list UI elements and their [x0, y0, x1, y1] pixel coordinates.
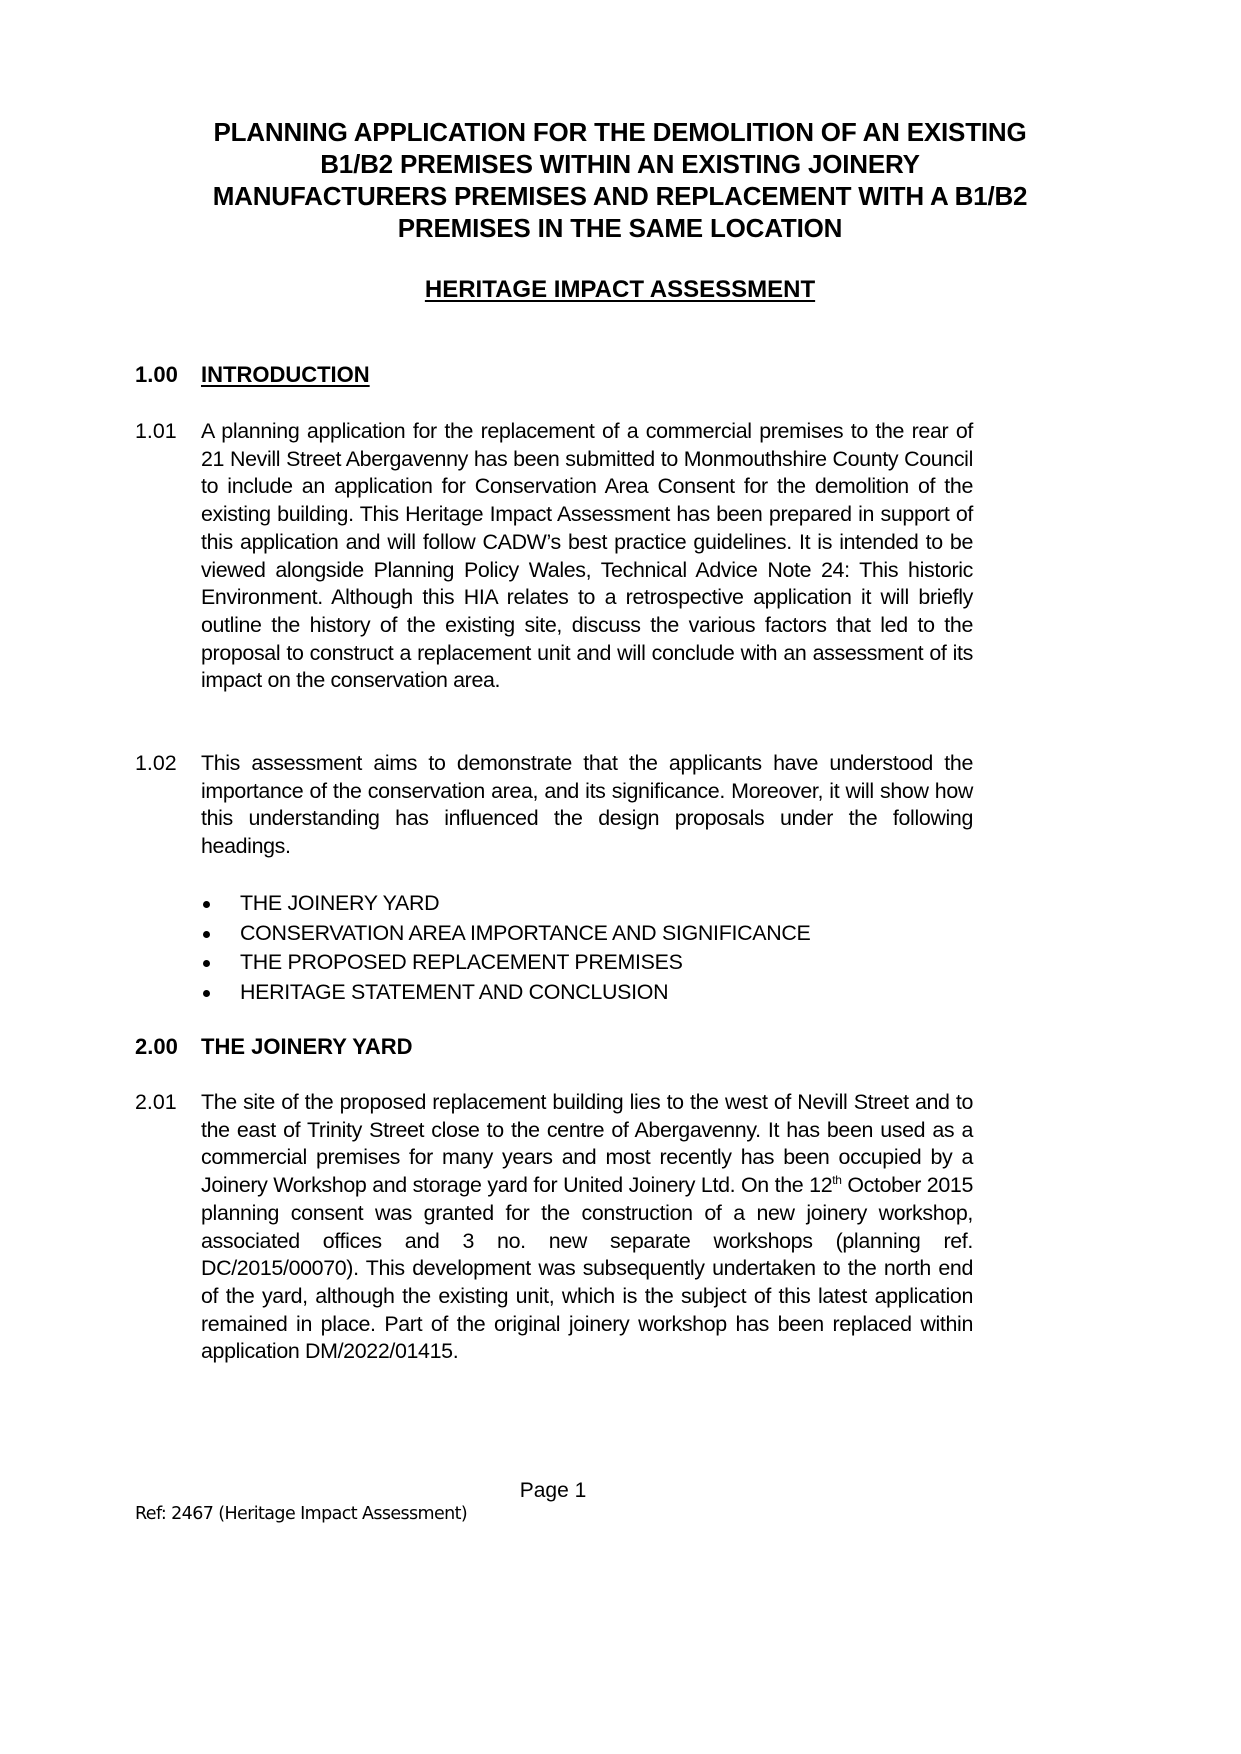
- section-title: INTRODUCTION: [201, 362, 370, 387]
- section-number: 2.00: [135, 1034, 178, 1059]
- title-line: MANUFACTURERS PREMISES AND REPLACEMENT WITH A B1/B2: [212, 181, 1028, 211]
- paragraph-text: [201, 1089, 973, 1366]
- paragraph-text-part: October 2015 planning consent was granted for the construction of a new joinery workshop, associated offices and 3 no. new separate workshops (planning ref. DC/2015/00070). This development was subsequently undertaken to the north end of the yard, although the existing unit, which is the subject of this latest application remained in place. Part of the original joinery workshop has been replaced within application DM/2022/01415.: [201, 1173, 973, 1364]
- paragraph-number: 1.01: [135, 419, 177, 443]
- bullet-text: THE PROPOSED REPLACEMENT PREMISES: [240, 950, 683, 974]
- paragraph-number: 2.01: [135, 1090, 177, 1114]
- bullet-icon: [203, 960, 210, 967]
- section-number: 1.00: [135, 362, 178, 387]
- bullet-text: THE JOINERY YARD: [240, 891, 440, 915]
- bullet-icon: [203, 931, 210, 938]
- bullet-item: [135, 978, 973, 1008]
- page-number: Page 1: [519, 1479, 587, 1502]
- section-title: THE JOINERY YARD: [201, 1034, 413, 1059]
- title-line: B1/B2 PREMISES WITHIN AN EXISTING JOINERY: [320, 149, 920, 179]
- bullet-icon: [203, 901, 210, 908]
- bullet-icon: [203, 990, 210, 997]
- document-subtitle: [135, 275, 1105, 305]
- document-title: [135, 116, 1105, 244]
- title-line: PREMISES IN THE SAME LOCATION: [397, 213, 843, 243]
- bullet-item: [135, 919, 973, 949]
- bullet-item: [135, 889, 973, 919]
- footer-reference: Ref: 2467 (Heritage Impact Assessment): [135, 1504, 468, 1524]
- paragraph-text-part: The site of the proposed replacement building lies to the west of Nevill Street and to the east of Trinity Street close to the centre of Abergavenny. It has been used as a commercial premises for many years and most recently has been occupied by a Joinery Workshop and storage yard for United Joinery Ltd. On the 12: [201, 1090, 973, 1198]
- bullet-text: HERITAGE STATEMENT AND CONCLUSION: [240, 979, 669, 1004]
- bullet-text: CONSERVATION AREA IMPORTANCE AND SIGNIFICANCE: [240, 920, 811, 945]
- paragraph-text: This assessment aims to demonstrate that the applicants have understood the importance of the conservation area, and its significance. Moreover, it will show how this understanding has influenced the design proposals under the following headings.: [201, 751, 973, 859]
- bullet-item: [135, 948, 973, 978]
- headings-bullet-list: [135, 889, 973, 1007]
- paragraph-text: A planning application for the replacement of a commercial premises to the rear of 21 Nevill Street Abergavenny has been submitted to Monmouthshire County Council to include an application for Conservation Area Consent for the demolition of the existing building. This Heritage Impact Assessment has been prepared in support of this application and will follow CADW’s best practice guidelines. It is intended to be viewed alongside Planning Policy Wales, Technical Advice Note 24: This historic Environment. Although this HIA relates to a retrospective application it will briefly outline the history of the existing site, discuss the various factors that led to the proposal to construct a replacement unit and will conclude with an assessment of its impact on the conservation area.: [201, 419, 973, 693]
- title-line: PLANNING APPLICATION FOR THE DEMOLITION OF AN EXISTING: [213, 117, 1027, 147]
- paragraph-number: 1.02: [135, 751, 177, 775]
- subtitle-text: HERITAGE IMPACT ASSESSMENT: [424, 276, 816, 303]
- ordinal-superscript: th: [832, 1173, 842, 1188]
